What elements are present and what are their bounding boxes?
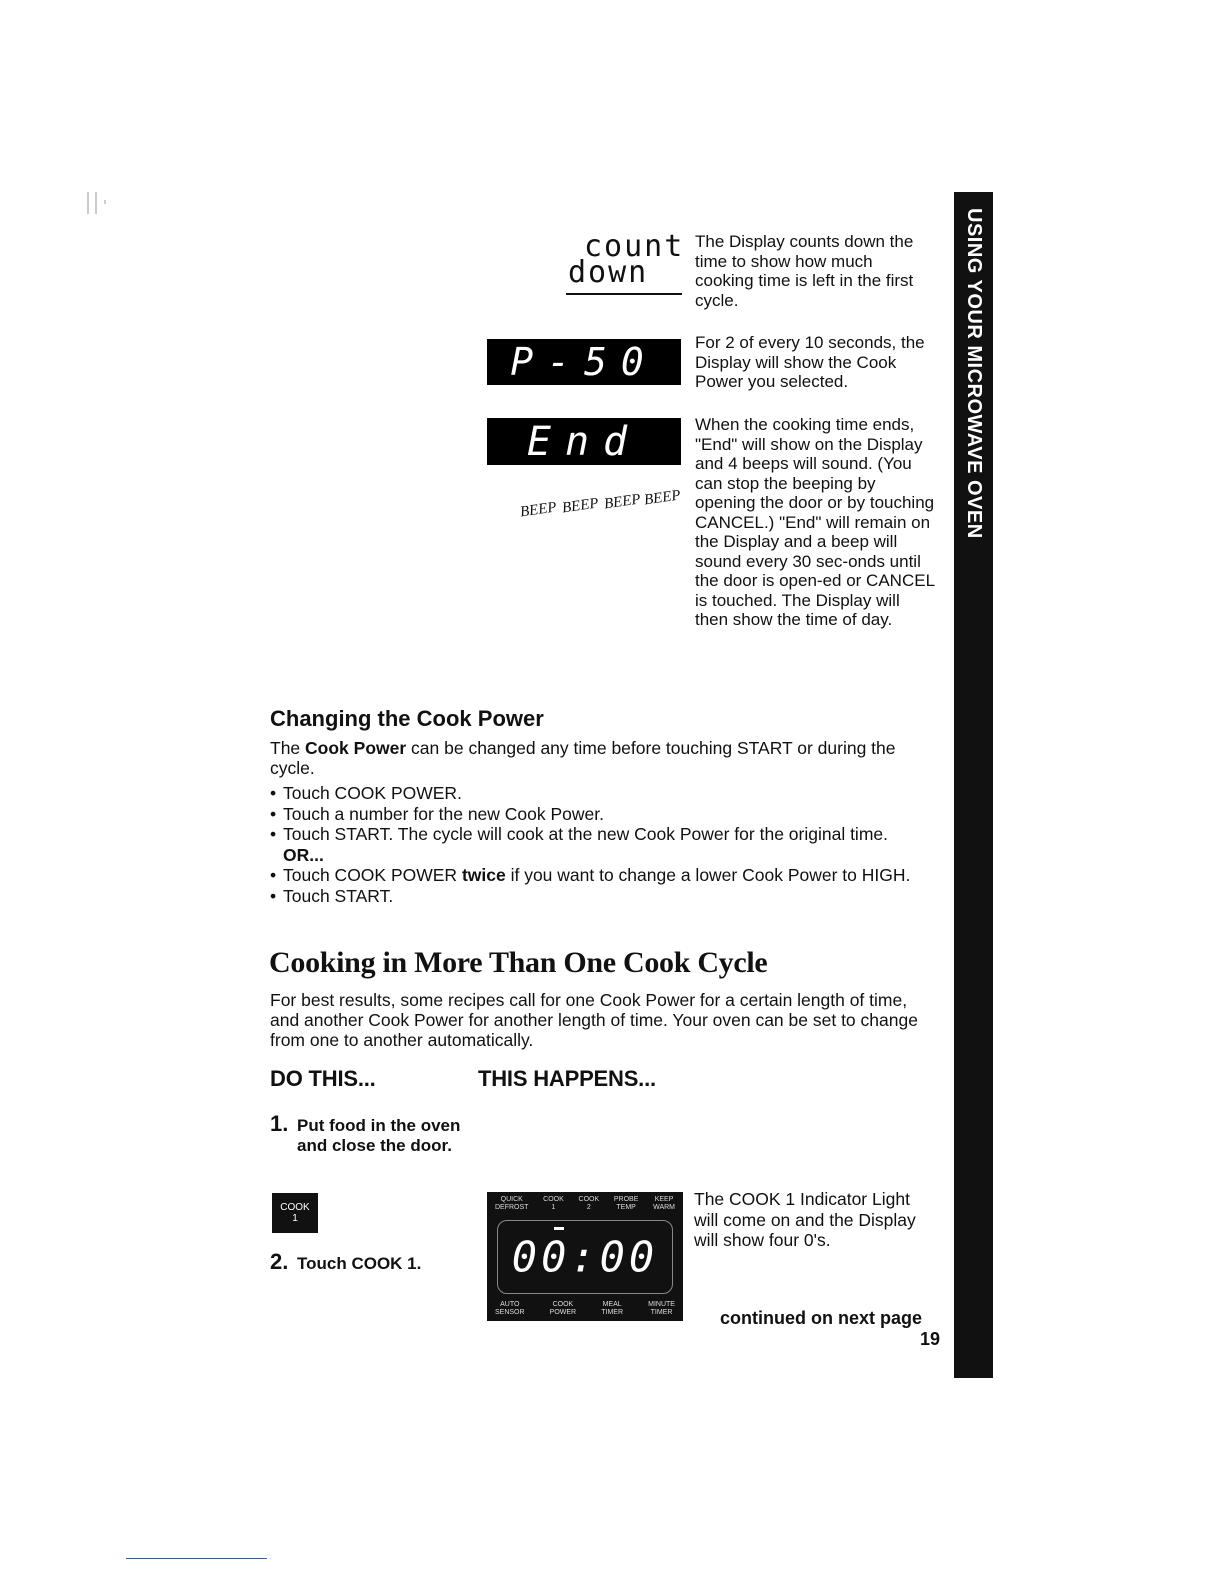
lcd-end-text: End [526,418,642,465]
beep-3: BEEP [603,491,642,513]
control-panel-display [487,1192,683,1321]
panel-top-labels [495,1196,675,1212]
cook-key-line-1: COOK [280,1202,310,1213]
intro-suffix: can be changed any time before touching START or during the cycle. [270,738,896,778]
scan-marks [84,190,114,216]
this-happens-heading: THIS HAPPENS... [478,1066,656,1091]
bullet-text: Touch a number for the new Cook Power. [283,803,605,824]
step-2-text: Touch COOK 1. [297,1254,422,1273]
list-item: • Touch a number for the new Cook Power. [270,803,605,824]
step-1-line-1: Put food in the oven [297,1116,461,1135]
panel-label-meal-timer: MEAL TIMER [601,1301,624,1316]
side-tab-label: USING YOUR MICROWAVE OVEN [963,208,985,539]
list-item: • Touch START. The cycle will cook at the new Cook Power for the original time. [270,824,888,844]
panel-label-cook-2: COOK 2 [578,1196,600,1211]
more-cycles-intro: For best results, some recipes call for one Cook Power for a certain length of time, and another Cook Power for another length of time. Your oven can be set to change from one to another automatically. [270,990,918,1050]
cook-power-description: For 2 of every 10 seconds, the Display will show the Cook Power you selected. [695,333,925,391]
bullet-twice-prefix: Touch COOK POWER [283,865,462,885]
bullet-twice-bold: twice [461,865,506,885]
step-2 [270,1249,422,1274]
changing-cook-power-steps [270,783,940,906]
step-1-line-2: and close the door. [297,1136,452,1155]
panel-bottom-labels [495,1301,675,1317]
end-description: When the cooking time ends, "End" will show on the Display and 4 beeps will sound. (You can stop the beeping by opening the door or by touching CANCEL.) "End" will remain on the Display and a beep will sound every 30 sec-onds until the door is open-ed or CANCEL is touched. The Display will then show the time of day. [695,415,935,629]
or-label: OR... [283,844,324,865]
panel-label-auto-sensor: AUTO SENSOR [495,1301,525,1316]
bullet-text: Touch START. [283,885,394,906]
lcd-cook-power-display [487,339,681,385]
countdown-graphic [566,228,684,296]
lcd-end-display [487,418,681,465]
do-this-heading: DO THIS... [270,1066,376,1091]
continued-label: continued on next page [720,1308,923,1328]
countdown-word-1: count [584,229,684,264]
intro-prefix: The [270,738,306,758]
panel-digits: 00:00 [511,1232,659,1282]
countdown-description: The Display counts down the time to show how much cooking time is left in the first cycle. [695,232,914,310]
cook-1-key[interactable] [272,1193,318,1233]
page-number: 19 [920,1329,941,1349]
cook-1-indicator-light [554,1227,564,1230]
list-item: • Touch COOK POWER twice if you want to change a lower Cook Power to HIGH. [270,865,911,885]
intro-bold: Cook Power [305,738,407,758]
more-cycles-heading: Cooking in More Than One Cook Cycle [269,946,768,979]
beep-2: BEEP [561,495,600,517]
bottom-rule [126,1558,267,1559]
step-1 [270,1111,490,1156]
step-2-result: The COOK 1 Indicator Light will come on and the Display will show four 0's. [694,1189,916,1250]
changing-cook-power-intro [270,738,930,778]
beeps-graphic [518,482,688,520]
side-tab [954,192,993,1378]
bullet-text: Touch COOK POWER. [283,783,462,803]
beep-1: BEEP [519,499,558,520]
changing-cook-power-heading: Changing the Cook Power [270,706,544,731]
list-item: • Touch START. [270,885,394,906]
panel-label-minute-timer: MINUTE TIMER [648,1301,675,1316]
list-item: • Touch COOK POWER. [270,783,462,803]
countdown-word-2: down [568,255,649,290]
beep-4: BEEP [643,487,682,509]
panel-label-quick-defrost: QUICK DEFROST [495,1196,529,1211]
panel-screen [497,1220,673,1294]
bullet-text: Touch START. The cycle will cook at the new Cook Power for the original time. [283,824,888,844]
cook-key-line-2: 1 [292,1213,298,1224]
panel-label-probe-temp: PROBE TEMP [613,1196,639,1211]
panel-label-cook-power: COOK POWER [549,1301,577,1316]
lcd-cook-power-text: P-50 [510,340,658,384]
bullet-twice-suffix: if you want to change a lower Cook Power to HIGH. [505,865,911,885]
panel-label-keep-warm: KEEP WARM [653,1196,675,1211]
step-1-number: 1. [270,1111,289,1136]
panel-label-cook-1: COOK 1 [543,1196,564,1211]
step-2-number: 2. [270,1249,289,1274]
